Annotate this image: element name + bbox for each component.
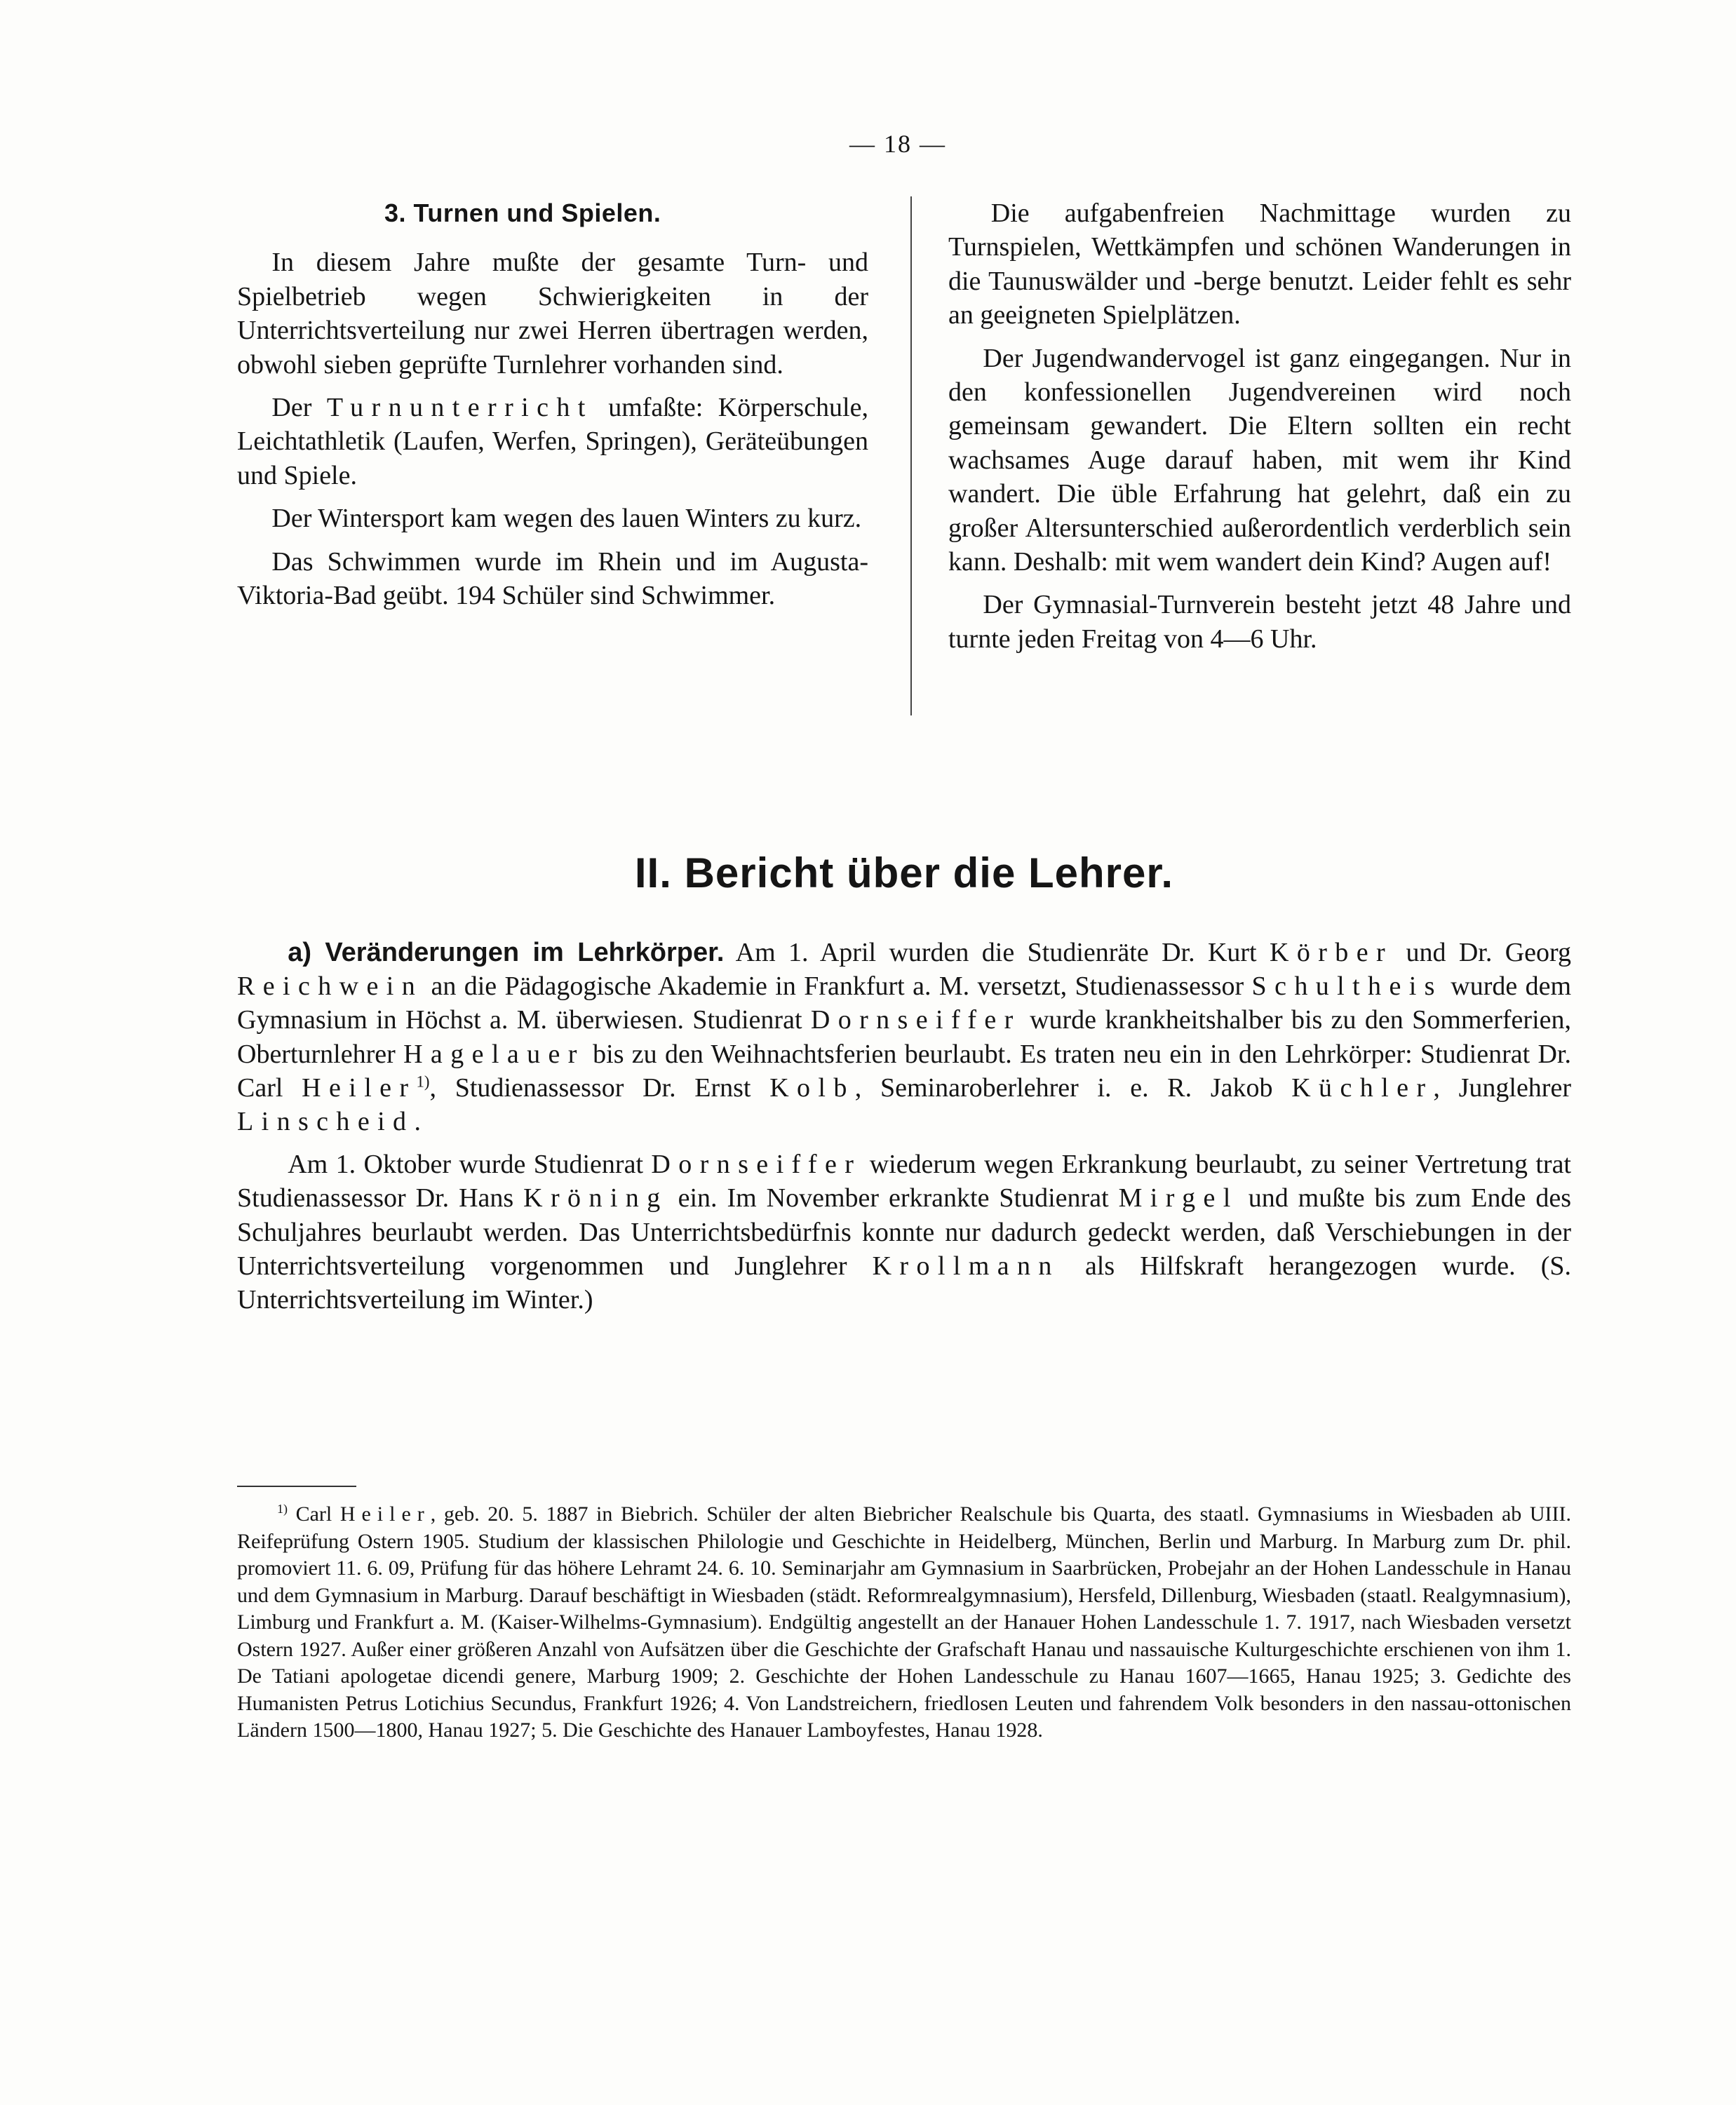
text: .	[414, 1107, 421, 1137]
person-name: Hagelauer	[403, 1039, 585, 1069]
footnote-rule	[237, 1486, 356, 1487]
text: , geb. 20. 5. 1887 in Biebrich. Schüler der alten Biebricher Realschule bis Quarta, des staatl. Gymnasiums in Wiesbaden ab UIII. Reifeprüfung Ostern 1905. Studium der klassischen Philologie und Geschichte in Heidelberg, München, Berlin und Marburg. In Marburg zum Dr. phil. promoviert 11. 6. 09, Prüfung für das höhere Lehramt 24. 6. 10. Seminarjahr am Gymnasium in Saarbrücken, Probejahr an der Hohen Landesschule in Hanau und dem Gymnasium in Marburg. Darauf beschäftigt in Wiesbaden (städt. Reformrealgymnasium), Hersfeld, Dillenburg, Wiesbaden (staatl. Realgymnasium), Limburg und Frankfurt a. M. (Kaiser-Wilhelms-Gymnasium). Endgültig angestellt an der Hanauer Hohen Landesschule 1. 7. 1917, nach Wiesbaden versetzt Ostern 1927. Außer einer größeren Anzahl von Aufsätzen über die Geschichte der Grafschaft Hanau und nassauische Kulturgeschichte erschienen von ihm 1. De Tatiani apologetae dicendi genere, Marburg 1909; 2. Geschichte der Hohen Landesschule zu Hanau 1607—1665, Hanau 1925; 3. Gedichte des Humanisten Petrus Lotichius Secundus, Frankfurt 1926; 4. Von Landstreichern, friedlosen Leuten und fahrendem Volk besonders in den nassau-ottonischen Ländern 1500—1800, Hanau 1927; 5. Die Geschichte des Hanauer Lamboyfestes, Hanau 1928.	[237, 1502, 1571, 1742]
person-name: Linscheid	[237, 1107, 415, 1137]
section-title: II. Bericht über die Lehrer.	[634, 849, 1174, 896]
text: wurde dem Gymnasium in Höchst a. M. überwiesen. Studienrat	[237, 971, 1572, 1035]
text: an die Pädagogische Akademie in Frankfurt a. M. versetzt, Studienassessor	[423, 971, 1252, 1002]
paragraph	[237, 391, 868, 492]
section-heading-turnen: 3. Turnen und Spielen.	[384, 199, 661, 227]
person-name: Schultheis	[1251, 971, 1443, 1002]
page-number: — 18 —	[849, 130, 946, 158]
left-column	[237, 196, 868, 612]
column-divider	[910, 196, 912, 715]
person-name: Körber	[1270, 938, 1394, 967]
person-name: Küchler	[1291, 1072, 1434, 1103]
subheading: a) Veränderungen im Lehrkörper.	[288, 938, 725, 967]
text: , Seminaroberlehrer i. e. R. Jakob	[854, 1072, 1292, 1103]
text: wurde krankheitshalber bis zu den Sommerferien, Oberturnlehrer	[237, 1005, 1571, 1069]
person-name: Dornseiffer	[810, 1005, 1021, 1035]
text: wiederum wegen Erkrankung beurlaubt, zu seiner Vertretung trat Studienassessor Dr. Hans	[237, 1150, 1571, 1213]
person-name: Krollmann	[872, 1251, 1060, 1281]
text: bis zu den Weihnachtsferien beurlaubt. Es traten neu ein in den Lehrkörper: Studienrat Dr. Carl	[237, 1039, 1571, 1103]
footnote-ref: 1)	[416, 1072, 430, 1091]
text: Der	[271, 393, 327, 423]
text: , Studienassessor Dr. Ernst	[429, 1072, 770, 1103]
text: , Junglehrer	[1433, 1072, 1571, 1103]
paragraph: In diesem Jahre mußte der gesamte Turn- und Spielbetrieb wegen Schwierigkeiten in der Unterrichtsverteilung nur zwei Herren übertragen werden, obwohl sieben geprüfte Turnlehrer vorhanden sind.	[237, 248, 868, 379]
person-name: Heiler	[302, 1072, 417, 1103]
paragraph: Der Wintersport kam wegen des lauen Winters zu kurz.	[271, 504, 862, 534]
text: und mußte bis zum Ende des Schuljahres beurlaubt werden. Das Unterrichtsbedürfnis konnte nur dadurch gedeckt werden, daß Verschiebungen in der Unterrichtsverteilung vorgenommen und Junglehrer	[237, 1183, 1571, 1281]
text: als Hilfskraft herangezogen wurde. (S. Unterrichtsverteilung im Winter.)	[237, 1251, 1571, 1315]
teacher-report	[237, 936, 1571, 1317]
footnote	[237, 1501, 1571, 1744]
text: und Dr. Georg	[1393, 938, 1571, 967]
footnote-marker: 1)	[277, 1502, 288, 1516]
paragraph: Der Gymnasial-Turnverein besteht jetzt 48 Jahre und turnte jeden Freitag von 4—6 Uhr.	[948, 590, 1571, 654]
text: umfaßte: Körperschule, Leichtathletik (Laufen, Werfen, Springen), Geräteübungen und Spiele.	[237, 393, 868, 490]
person-name: Kröning	[523, 1183, 668, 1213]
text: Am 1. Oktober wurde Studienrat	[288, 1150, 652, 1180]
text: Carl	[288, 1502, 340, 1526]
person-name: Kolb	[769, 1072, 855, 1103]
person-name: Reichwein	[237, 971, 424, 1002]
person-name: Heiler	[339, 1502, 431, 1526]
paragraph	[237, 936, 1571, 1138]
text: Am 1. April wurden die Studienräte Dr. Kurt	[724, 938, 1270, 967]
paragraph: Der Jugendwandervogel ist ganz eingegangen. Nur in den konfessionellen Jugendvereinen wird noch gemeinsam gewandert. Die Eltern sollten ein recht wachsames Auge darauf haben, mit wem ihr Kind wandert. Die üble Erfahrung hat gelehrt, daß ein zu großer Altersunterschied außerordentlich verderblich sein kann. Deshalb: mit wem wandert dein Kind? Augen auf!	[948, 343, 1571, 577]
spaced-term: Turnunterricht	[326, 393, 593, 423]
right-column	[948, 196, 1571, 656]
person-name: Mirgel	[1118, 1183, 1239, 1213]
paragraph: Das Schwimmen wurde im Rhein und im Augusta-Viktoria-Bad geübt. 194 Schüler sind Schwimmer.	[237, 546, 868, 611]
paragraph	[237, 1148, 1571, 1317]
footnote-text	[237, 1501, 1571, 1744]
person-name: Dornseiffer	[651, 1150, 862, 1180]
text: ein. Im November erkrankte Studienrat	[668, 1183, 1119, 1213]
paragraph: Die aufgabenfreien Nachmittage wurden zu Turnspielen, Wettkämpfen und schönen Wanderungen in die Taunuswälder und -berge benutzt. Leider fehlt es sehr an geeigneten Spielplätzen.	[948, 199, 1571, 330]
